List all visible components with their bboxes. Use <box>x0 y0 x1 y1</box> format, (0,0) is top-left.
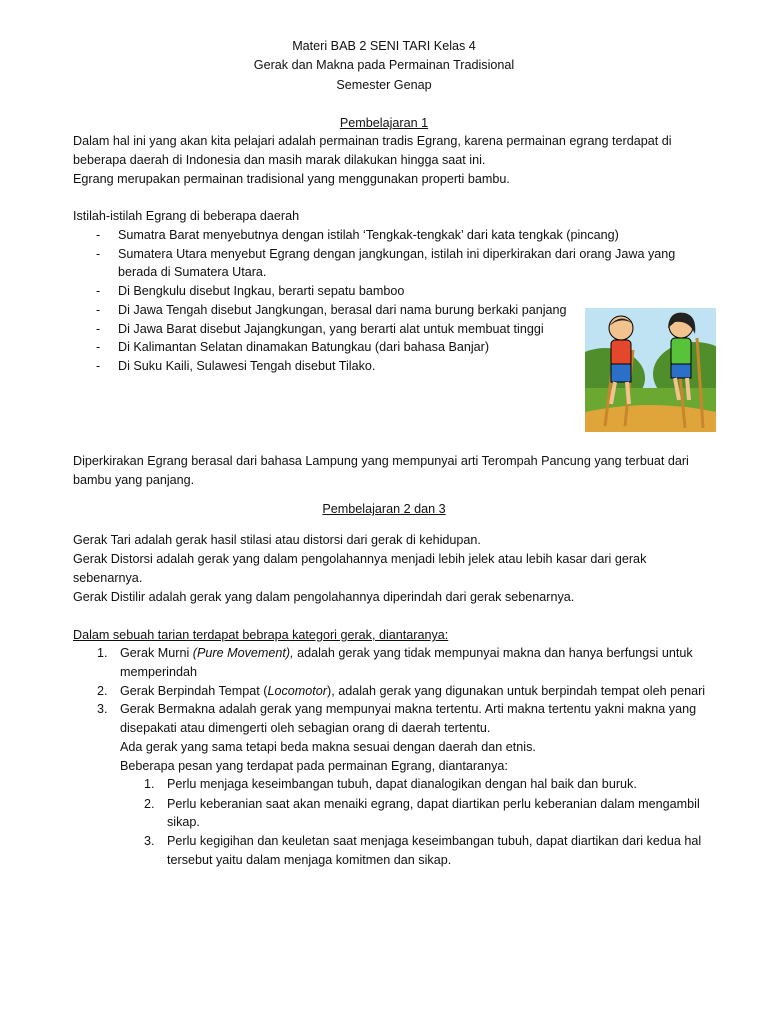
category-name: Gerak Berpindah Tempat ( <box>120 684 268 698</box>
document-semester: Semester Genap <box>336 78 432 92</box>
term-item: Di Bengkulu disebut Ingkau, berarti sepatu bamboo <box>118 284 405 298</box>
category-item-pure-movement <box>120 645 693 661</box>
category-description-cont: memperindah <box>120 665 198 679</box>
category-term: (Pure Movement), <box>192 646 294 660</box>
terms-heading: Istilah-istilah Egrang di beberapa daerah <box>73 209 300 223</box>
message-item-cont: tersebut yaitu dalam menjaga komitmen dan sikap. <box>167 853 452 867</box>
message-item: Perlu menjaga keseimbangan tubuh, dapat dianalogikan dengan hal baik dan buruk. <box>167 777 637 791</box>
origin-line2: bambu yang panjang. <box>73 473 195 487</box>
message-item: Perlu keberanian saat akan menaiki egrang, dapat diartikan perlu keberanian dalam mengambil <box>167 797 700 811</box>
term-item: Di Kalimantan Selatan dinamakan Batungkau (dari bahasa Banjar) <box>118 340 490 354</box>
term-item: Di Suku Kaili, Sulawesi Tengah disebut Tilako. <box>118 359 376 373</box>
category-description: ), adalah gerak yang digunakan untuk berpindah tempat oleh penari <box>327 684 706 698</box>
term-item: Di Jawa Barat disebut Jajangkungan, yang berarti alat untuk membuat tinggi <box>118 322 544 336</box>
bullet-marker: - <box>96 303 101 317</box>
bullet-marker: - <box>96 322 101 336</box>
category-item-locomotor <box>120 683 705 699</box>
messages-heading: Beberapa pesan yang terdapat pada permainan Egrang, diantaranya: <box>120 759 508 773</box>
list-number: 1. <box>97 646 108 660</box>
message-item-cont: sikap. <box>167 815 200 829</box>
definition-gerak-tari: Gerak Tari adalah gerak hasil stilasi atau distorsi dari gerak di kehidupan. <box>73 533 481 547</box>
list-number: 1. <box>144 777 155 791</box>
category-item-bermakna-cont: Ada gerak yang sama tetapi beda makna sesuai dengan daerah dan etnis. <box>120 740 536 754</box>
bullet-marker: - <box>96 340 101 354</box>
definition-gerak-distilir: Gerak Distilir adalah gerak yang dalam pengolahannya diperindah dari gerak sebenarnya. <box>73 590 575 604</box>
document-title: Materi BAB 2 SENI TARI Kelas 4 <box>292 39 476 53</box>
category-item-bermakna: Gerak Bermakna adalah gerak yang mempunyai makna tertentu. Arti makna tertentu yakni makna yang <box>120 702 697 716</box>
bullet-marker: - <box>96 228 101 242</box>
list-number: 3. <box>144 834 155 848</box>
definition-gerak-distorsi: Gerak Distorsi adalah gerak yang dalam pengolahannya menjadi lebih jelek atau lebih kasar dari gerak <box>73 552 647 566</box>
lesson1-heading: Pembelajaran 1 <box>339 116 429 130</box>
term-item: Di Jawa Tengah disebut Jangkungan, berasal dari nama burung berkaki panjang <box>118 303 567 317</box>
children-playing-egrang-icon <box>585 308 716 432</box>
lesson1-intro-line1: Dalam hal ini yang akan kita pelajari adalah permainan tradis Egrang, karena permainan egrang terdapat di <box>73 134 672 148</box>
list-number: 2. <box>144 797 155 811</box>
categories-heading: Dalam sebuah tarian terdapat bebrapa kategori gerak, diantaranya: <box>73 628 449 642</box>
list-number: 3. <box>97 702 108 716</box>
category-item-bermakna-cont: disepakati atau dimengerti oleh sebagian orang di daerah tertentu. <box>120 721 491 735</box>
origin-line1: Diperkirakan Egrang berasal dari bahasa Lampung yang mempunyai arti Terompah Pancung yang terbuat dari <box>73 454 689 468</box>
term-item: Sumatera Utara menyebut Egrang dengan jangkungan, istilah ini diperkirakan dari orang Jawa yang <box>118 247 676 261</box>
category-name: Gerak Murni <box>120 646 193 660</box>
lesson1-intro-line3: Egrang merupakan permainan tradisional yang menggunakan properti bambu. <box>73 172 510 186</box>
term-item-continuation: berada di Sumatera Utara. <box>118 265 267 279</box>
category-term: Locomotor <box>267 684 327 698</box>
term-item: Sumatra Barat menyebutnya dengan istilah ‘Tengkak-tengkak’ dari kata tengkak (pincang) <box>118 228 619 242</box>
category-description: adalah gerak yang tidak mempunyai makna dan hanya berfungsi untuk <box>293 646 693 660</box>
bullet-marker: - <box>96 359 101 373</box>
document-subtitle: Gerak dan Makna pada Permainan Tradisional <box>253 58 515 72</box>
list-number: 2. <box>97 684 108 698</box>
lesson23-heading: Pembelajaran 2 dan 3 <box>322 502 446 516</box>
message-item: Perlu kegigihan dan keuletan saat menjaga keseimbangan tubuh, dapat diartikan dari kedua hal <box>167 834 702 848</box>
bullet-marker: - <box>96 247 101 261</box>
bullet-marker: - <box>96 284 101 298</box>
definition-gerak-distorsi-cont: sebenarnya. <box>73 571 143 585</box>
lesson1-intro-line2: beberapa daerah di Indonesia dan masih marak dilakukan hingga saat ini. <box>73 153 486 167</box>
